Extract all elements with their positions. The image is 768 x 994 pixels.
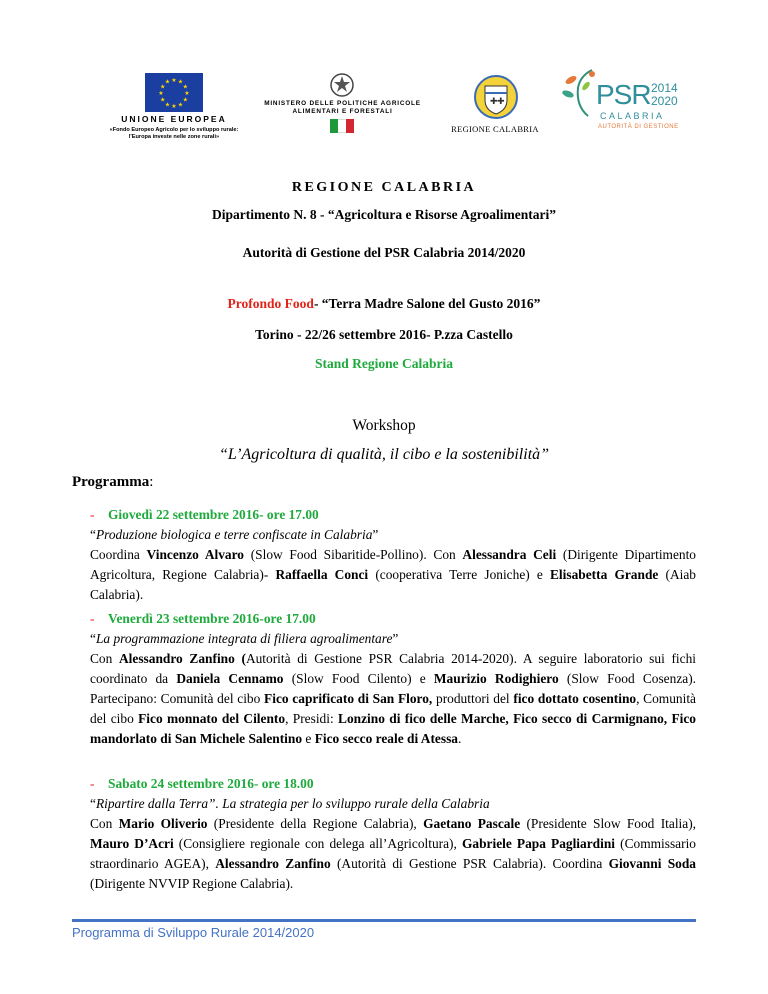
svg-text:★: ★ bbox=[177, 78, 184, 86]
workshop-title: “L’Agricoltura di qualità, il cibo e la sostenibilità” bbox=[218, 446, 550, 463]
workshop-label: Workshop bbox=[352, 417, 416, 434]
eu-logo bbox=[88, 70, 258, 142]
speaker-name: Alessandro Zanfino bbox=[215, 856, 331, 871]
session-dash: - bbox=[90, 776, 95, 791]
speaker-name: Lonzino di fico delle Marche, Fico secco di Carmignano, Fico mandorlato di San Michele Salentino bbox=[90, 711, 697, 746]
svg-text:✚: ✚ bbox=[490, 97, 498, 107]
session-dash: - bbox=[90, 507, 95, 522]
programma-heading bbox=[72, 474, 153, 491]
italy-emblem-icon bbox=[329, 72, 355, 98]
description-text: (Consigliere regionale con delega all’Agricoltura), bbox=[173, 836, 462, 851]
speaker-name: Fico monnato del Cilento bbox=[138, 711, 286, 726]
footer-rule bbox=[72, 919, 696, 922]
svg-text:✚: ✚ bbox=[497, 97, 505, 107]
description-text: , Presidi: bbox=[285, 711, 339, 726]
description-text: (Dirigente Dipartimento Agricoltura, Regione Calabria)- bbox=[90, 547, 697, 582]
svg-text:★: ★ bbox=[182, 96, 188, 104]
svg-text:★: ★ bbox=[182, 83, 188, 91]
description-text: (Slow Food Sibaritide-Pollino). Con bbox=[244, 547, 463, 562]
authority-line: Autorità di Gestione del PSR Calabria 2014/2020 bbox=[242, 245, 526, 260]
session-title: La programmazione integrata di filiera agroalimentare bbox=[95, 631, 393, 646]
psr-authority: AUTORITÀ DI GESTIONE bbox=[598, 124, 679, 130]
description-text: Autorità di Gestione PSR Calabria 2014-2020). A seguire laboratorio sui fichi coordinato da bbox=[90, 651, 697, 686]
psr-year-start: 2014 bbox=[651, 81, 678, 95]
description-text: . bbox=[457, 731, 462, 746]
department-line: Dipartimento N. 8 - “Agricoltura e Risorse Agroalimentari” bbox=[212, 207, 556, 222]
psr-olive-branch-icon bbox=[558, 66, 598, 120]
regione-calabria-logo bbox=[440, 72, 550, 134]
svg-text:★: ★ bbox=[184, 90, 190, 97]
session-description bbox=[90, 814, 696, 894]
ministry-line1: MINISTERO DELLE POLITICHE AGRICOLE bbox=[264, 100, 421, 107]
session-description bbox=[90, 545, 696, 605]
speaker-name: Elisabetta Grande bbox=[550, 567, 659, 582]
speaker-name: Gabriele Papa Pagliardini bbox=[461, 836, 616, 851]
session-title: Ripartire dalla Terra”. La strategia per lo sviluppo rurale della Calabria bbox=[95, 796, 490, 811]
event-line bbox=[0, 296, 768, 312]
session-2: - Venerdì 23 settembre 2016-ore 17.00 “La programmazione integrata di filiera agroalimentare” Con Alessandro Zanfino (Autorità di Gestione PSR Calabria 2014-2020). A seguire laboratorio sui fichi coordinato da Daniela Cennamo (Slow Food Cilento) e Maurizio Rodighiero (Slow Food Cosenza). Partecipano: Comunità del cibo Fico caprificato di San Floro, produttori del fico dottato cosentino, Comunità del cibo Fico monnato del Cilento, Presidi: Lonzino di fico delle Marche, Fico secco di Carmignano, Fico mandorlato di San Michele Salentino e Fico secco reale di Atessa. bbox=[90, 609, 696, 749]
session-1: - Giovedì 22 settembre 2016- ore 17.00 “Produzione biologica e terre confiscate in Calabria” Coordina Vincenzo Alvaro (Slow Food Sibaritide-Pollino). Con Alessandra Celi (Dirigente Dipartimento Agricoltura, Regione Calabria)- Raffaella Conci (cooperativa Terre Joniche) e Elisabetta Grande (Aiab Calabria). bbox=[90, 505, 696, 605]
speaker-name: Alessandra Celi bbox=[462, 547, 557, 562]
italian-flag-icon bbox=[330, 119, 354, 133]
speaker-name: Mauro D’Acri bbox=[90, 836, 174, 851]
speaker-name: Gaetano Pascale bbox=[423, 816, 521, 831]
speaker-name: Vincenzo Alvaro bbox=[146, 547, 245, 562]
description-text: Con bbox=[90, 816, 119, 831]
description-text: Con bbox=[90, 651, 119, 666]
speaker-name: Daniela Cennamo bbox=[176, 671, 284, 686]
description-text: (Dirigente NVVIP Regione Calabria). bbox=[90, 876, 294, 891]
description-text: Coordina bbox=[90, 547, 147, 562]
stand-label: Stand Regione Calabria bbox=[314, 356, 453, 371]
calabria-shield-icon bbox=[473, 74, 519, 120]
event-prefix: Profondo Food bbox=[227, 296, 314, 311]
description-text: (Slow Food Cilento) e bbox=[283, 671, 434, 686]
session-dash: - bbox=[90, 611, 95, 626]
description-text: (Presidente Slow Food Italia), bbox=[520, 816, 697, 831]
eu-subtitle-line2: l'Europa investe nelle zone rurali» bbox=[128, 134, 220, 140]
ministry-line2: ALIMENTARI E FORESTALI bbox=[292, 108, 393, 115]
svg-text:★: ★ bbox=[171, 103, 177, 110]
region-caption: REGIONE CALABRIA bbox=[451, 124, 539, 134]
description-text: , Comunità del cibo bbox=[90, 691, 696, 726]
eu-flag-icon bbox=[145, 73, 203, 112]
svg-text:★: ★ bbox=[158, 90, 164, 97]
programma-colon: : bbox=[149, 474, 154, 490]
description-text: (Commissario straordinario AGEA), bbox=[90, 836, 696, 871]
psr-brand: PSR bbox=[596, 79, 651, 110]
eu-subtitle-line1: «Fondo Europeo Agricolo per lo sviluppo rurale: bbox=[109, 127, 239, 133]
session-3: - Sabato 24 settembre 2016- ore 18.00 “Ripartire dalla Terra”. La strategia per lo sviluppo rurale della Calabria Con Mario Oliverio (Presidente della Regione Calabria), Gaetano Pascale (Presidente Slow Food Italia), Mauro D’Acri (Consigliere regionale con delega all’Agricoltura), Gabriele Papa Pagliardini (Commissario straordinario AGEA), Alessandro Zanfino (Autorità di Gestione PSR Calabria). Coordina Giovanni Soda (Dirigente NVVIP Regione Calabria). bbox=[90, 774, 696, 894]
psr-year-end: 2020 bbox=[651, 94, 678, 108]
session-description bbox=[90, 649, 696, 749]
eu-title: UNIONE EUROPEA bbox=[121, 114, 227, 124]
session-date: Venerdì 23 settembre 2016-ore 17.00 bbox=[108, 611, 316, 626]
svg-text:★: ★ bbox=[177, 101, 184, 109]
description-text: (cooperativa Terre Joniche) e bbox=[368, 567, 550, 582]
description-text: (Slow Food Cosenza). Partecipano: Comunità del cibo bbox=[90, 671, 697, 706]
programma-label: Programma bbox=[72, 474, 150, 490]
speaker-name: Raffaella Conci bbox=[275, 567, 369, 582]
ministry-logo bbox=[250, 72, 435, 134]
speaker-name: Fico caprificato di San Floro, bbox=[264, 691, 433, 706]
speaker-name: fico dottato cosentino bbox=[513, 691, 637, 706]
svg-text:★: ★ bbox=[171, 77, 177, 84]
svg-text:★: ★ bbox=[164, 101, 171, 109]
footer-text: Programma di Sviluppo Rurale 2014/2020 bbox=[72, 925, 315, 940]
svg-text:★: ★ bbox=[160, 96, 166, 104]
description-text: (Aiab Calabria). bbox=[90, 567, 696, 602]
event-title: - “Terra Madre Salone del Gusto 2016” bbox=[313, 296, 541, 311]
svg-text:★: ★ bbox=[164, 78, 171, 86]
session-title: Produzione biologica e terre confiscate in Calabria bbox=[95, 527, 373, 542]
event-place: Torino - 22/26 settembre 2016- P.zza Castello bbox=[255, 327, 513, 342]
description-text: produttori del bbox=[432, 691, 514, 706]
speaker-name: Giovanni Soda bbox=[608, 856, 696, 871]
speaker-name: Fico secco reale di Atessa bbox=[314, 731, 458, 746]
speaker-name: Mario Oliverio bbox=[118, 816, 208, 831]
description-text: (Autorità di Gestione PSR Calabria). Coordina bbox=[330, 856, 609, 871]
svg-text:★: ★ bbox=[160, 83, 166, 91]
session-date: Giovedì 22 settembre 2016- ore 17.00 bbox=[108, 507, 319, 522]
description-text: (Presidente della Regione Calabria), bbox=[207, 816, 424, 831]
speaker-name: Maurizio Rodighiero bbox=[433, 671, 559, 686]
description-text: e bbox=[302, 731, 315, 746]
psr-region: CALABRIA bbox=[600, 111, 665, 121]
region-title: REGIONE CALABRIA bbox=[291, 180, 477, 195]
session-date: Sabato 24 settembre 2016- ore 18.00 bbox=[108, 776, 314, 791]
psr-logo bbox=[558, 66, 688, 136]
speaker-name: Alessandro Zanfino ( bbox=[119, 651, 246, 666]
